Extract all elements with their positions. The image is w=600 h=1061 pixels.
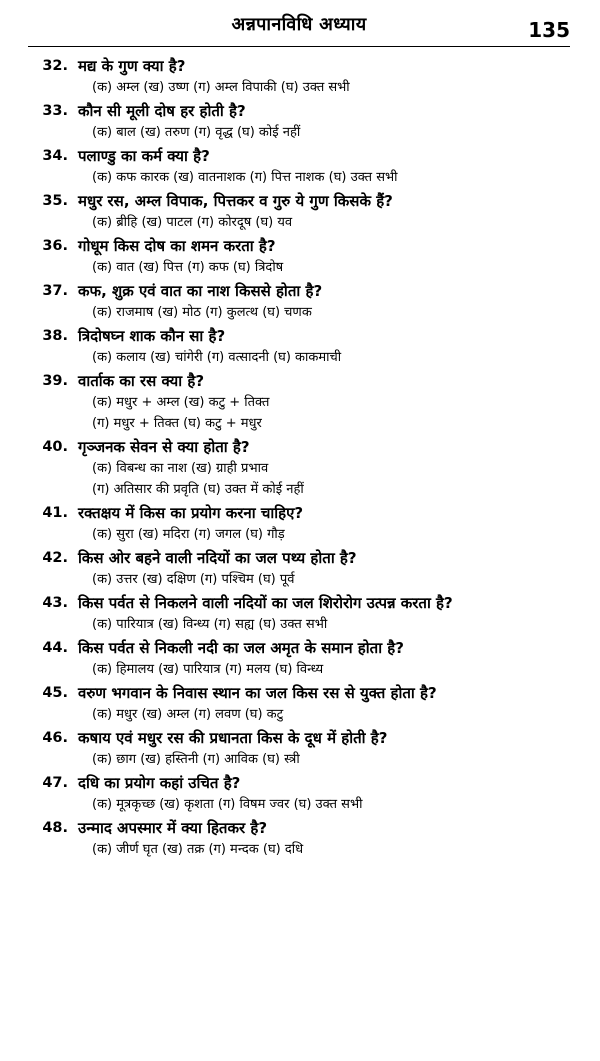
question-item (28, 547, 570, 590)
question-item (28, 436, 570, 500)
question-options: (क) वात (ख) पित्त (ग) कफ (घ) त्रिदोष (92, 260, 284, 275)
question-item (28, 145, 570, 188)
question-item (28, 502, 570, 545)
question-options: (क) अम्ल (ख) उष्ण (ग) अम्ल विपाकी (घ) उक्त सभी (92, 80, 350, 95)
question-text: कौन सी मूली दोष हर होती है? (78, 102, 246, 120)
question-body (78, 727, 570, 770)
question-body (78, 370, 570, 434)
question-options: (क) राजमाष (ख) मोठ (ग) कुलत्थ (घ) चणक (92, 305, 312, 320)
question-text: पलाण्डु का कर्म क्या है? (78, 147, 210, 165)
question-text: त्रिदोषघ्न शाक कौन सा है? (78, 327, 226, 345)
question-options: (क) बाल (ख) तरुण (ग) वृद्ध (घ) कोई नहीं (92, 125, 301, 140)
question-text: गृञ्जनक सेवन से क्या होता है? (78, 438, 250, 456)
question-item (28, 637, 570, 680)
question-text: किस ओर बहने वाली नदियों का जल पथ्य होता है? (78, 549, 357, 567)
page-number: 135 (528, 18, 570, 42)
question-options: (क) ब्रीहि (ख) पाटल (ग) कोरदूष (घ) यव (92, 215, 293, 230)
question-text: कफ, शुक्र एवं वात का नाश किससे होता है? (78, 282, 323, 300)
question-item (28, 235, 570, 278)
question-item (28, 55, 570, 98)
question-number: 36. (42, 238, 68, 254)
question-options: (क) कफ कारक (ख) वातनाशक (ग) पित्त नाशक (घ) उक्त सभी (92, 170, 398, 185)
question-options-continued: (ग) मधुर + तिक्त (घ) कटु + मधुर (92, 416, 262, 431)
question-options-continued: (ग) अतिसार की प्रवृति (घ) उक्त में कोई नहीं (92, 482, 304, 497)
question-number: 46. (42, 730, 68, 746)
question-number: 35. (42, 193, 68, 209)
question-options: (क) छाग (ख) हस्तिनी (ग) आविक (घ) स्त्री (92, 752, 300, 767)
question-body (78, 190, 570, 233)
question-text: किस पर्वत से निकलने वाली नदियों का जल शिरोरोग उत्पन्न करता है? (78, 594, 453, 612)
question-body (78, 325, 570, 368)
question-options: (क) मूत्रकृच्छ (ख) कृशता (ग) विषम ज्वर (घ) उक्त सभी (92, 797, 363, 812)
question-number: 33. (42, 103, 68, 119)
question-options: (क) मधुर (ख) अम्ल (ग) लवण (घ) कटु (92, 707, 284, 722)
question-body (78, 637, 570, 680)
question-text: वरुण भगवान के निवास स्थान का जल किस रस से युक्त होता है? (78, 684, 437, 702)
page-title: अन्नपानविधि अध्याय (231, 14, 367, 35)
question-text: उन्माद अपस्मार में क्या हितकर है? (78, 819, 268, 837)
question-item (28, 817, 570, 860)
question-number: 45. (42, 685, 68, 701)
question-number: 48. (42, 820, 68, 836)
question-item (28, 772, 570, 815)
question-options: (क) सुरा (ख) मदिरा (ग) जगल (घ) गौड़ (92, 527, 285, 542)
question-body (78, 772, 570, 815)
question-body (78, 55, 570, 98)
question-item (28, 727, 570, 770)
question-options: (क) विबन्ध का नाश (ख) ग्राही प्रभाव (92, 461, 269, 476)
question-text: गोधूम किस दोष का शमन करता है? (78, 237, 276, 255)
question-options: (क) हिमालय (ख) पारियात्र (ग) मलय (घ) विन्ध्य (92, 662, 324, 677)
question-body (78, 145, 570, 188)
question-item (28, 370, 570, 434)
question-item (28, 190, 570, 233)
question-body (78, 280, 570, 323)
question-body (78, 436, 570, 500)
question-body (78, 547, 570, 590)
question-number: 38. (42, 328, 68, 344)
question-body (78, 235, 570, 278)
question-item (28, 592, 570, 635)
question-number: 47. (42, 775, 68, 791)
page-header (28, 12, 570, 42)
question-number: 34. (42, 148, 68, 164)
question-text: मधुर रस, अम्ल विपाक, पित्तकर व गुरु ये गुण किसके हैं? (78, 192, 393, 210)
question-item (28, 682, 570, 725)
question-item (28, 100, 570, 143)
question-options: (क) जीर्ण घृत (ख) तक्र (ग) मन्दक (घ) दधि (92, 842, 304, 857)
question-text: वार्ताक का रस क्या है? (78, 372, 205, 390)
question-number: 39. (42, 373, 68, 389)
question-number: 42. (42, 550, 68, 566)
question-text: रक्तक्षय में किस का प्रयोग करना चाहिए? (78, 504, 304, 522)
header-divider (28, 46, 570, 47)
question-list (28, 55, 570, 860)
question-number: 37. (42, 283, 68, 299)
question-body (78, 592, 570, 635)
question-body (78, 100, 570, 143)
question-text: दधि का प्रयोग कहां उचित है? (78, 774, 241, 792)
question-options: (क) कलाय (ख) चांगेरी (ग) वत्सादनी (घ) काकमाची (92, 350, 342, 365)
question-body (78, 502, 570, 545)
question-body (78, 817, 570, 860)
question-text: कषाय एवं मधुर रस की प्रधानता किस के दूध में होती है? (78, 729, 388, 747)
question-text: किस पर्वत से निकली नदी का जल अमृत के समान होता है? (78, 639, 404, 657)
question-text: मद्य के गुण क्या है? (78, 57, 186, 75)
question-number: 43. (42, 595, 68, 611)
question-item (28, 280, 570, 323)
question-options: (क) उत्तर (ख) दक्षिण (ग) पश्चिम (घ) पूर्व (92, 572, 295, 587)
question-number: 32. (42, 58, 68, 74)
question-item (28, 325, 570, 368)
question-number: 40. (42, 439, 68, 455)
question-number: 44. (42, 640, 68, 656)
question-options: (क) पारियात्र (ख) विन्ध्य (ग) सह्य (घ) उक्त सभी (92, 617, 328, 632)
question-options: (क) मधुर + अम्ल (ख) कटु + तिक्त (92, 395, 270, 410)
question-number: 41. (42, 505, 68, 521)
question-body (78, 682, 570, 725)
